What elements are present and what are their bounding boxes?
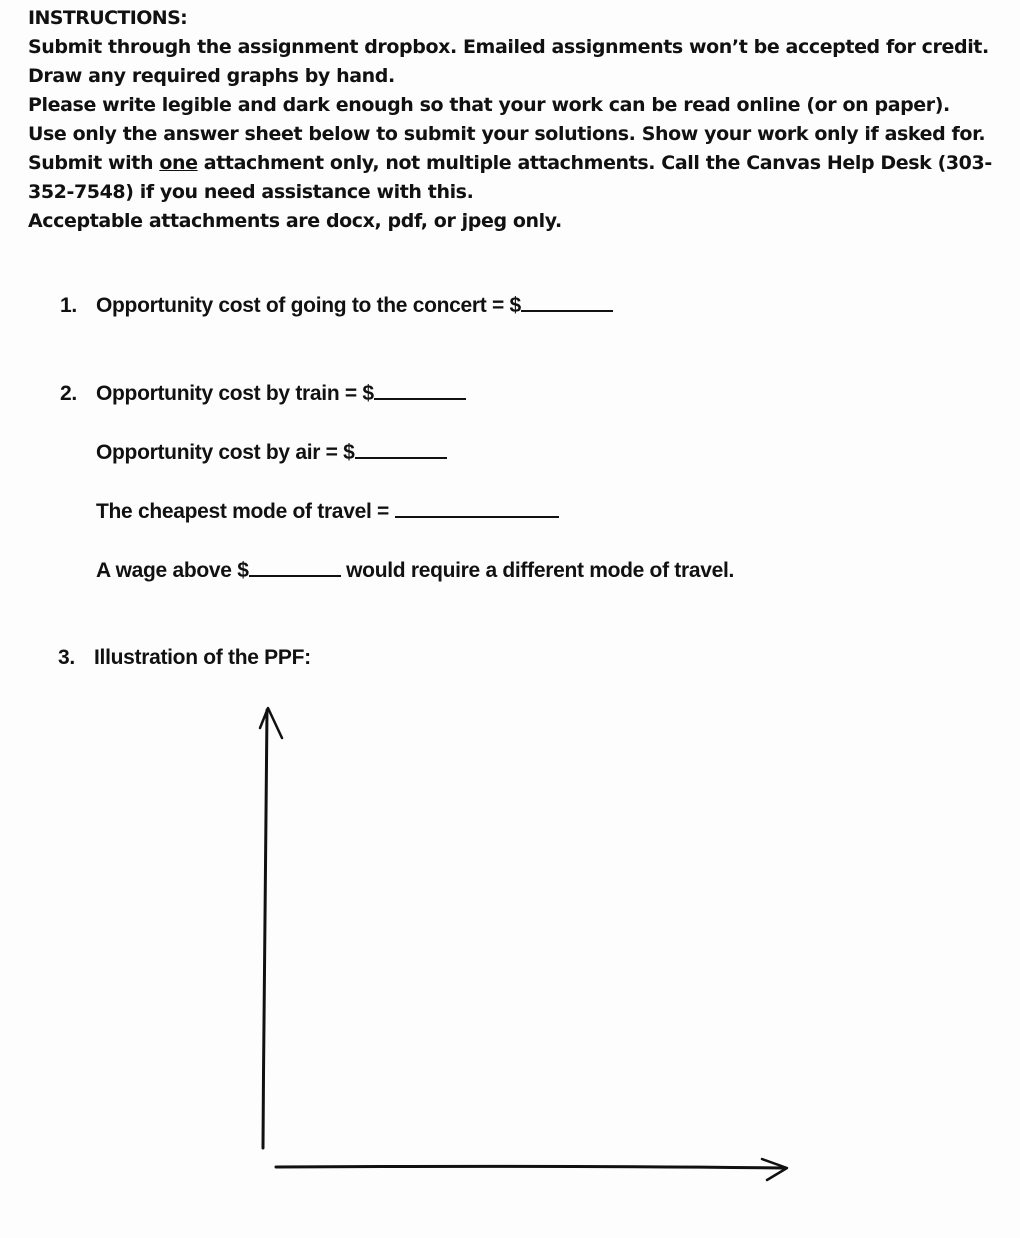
instruction-text: Submit with [28, 152, 160, 174]
question-text: Opportunity cost by air = $ [96, 441, 355, 464]
question-number: 3. [58, 646, 75, 669]
question-text: The cheapest mode of travel = [96, 500, 389, 523]
question-number: 1. [60, 294, 77, 317]
x-axis-line [276, 1166, 785, 1168]
question-text: A wage above $ [96, 559, 249, 582]
instruction-text: attachment only, not multiple attachments. Call the Canvas Help Desk (303- [197, 152, 992, 174]
underlined-word: one [159, 152, 198, 174]
y-axis-arrowhead [260, 708, 282, 738]
instructions-heading: INSTRUCTIONS: [28, 7, 188, 29]
instruction-line: Submit through the assignment dropbox. Emailed assignments won’t be accepted for credit. [28, 36, 989, 58]
instruction-line: Use only the answer sheet below to submit your solutions. Show your work only if asked for. [28, 123, 986, 145]
instruction-line: 352-7548) if you need assistance with this. [28, 181, 474, 203]
instruction-line: Acceptable attachments are docx, pdf, or jpeg only. [28, 210, 562, 232]
question-text: Opportunity cost of going to the concert = $ [96, 294, 521, 317]
question-text: Illustration of the PPF: [94, 646, 311, 669]
y-axis-line [263, 710, 267, 1148]
instruction-line: Please write legible and dark enough so that your work can be read online (or on paper). [28, 94, 950, 116]
question-text: would require a different mode of travel. [346, 559, 735, 582]
question-number: 2. [60, 382, 77, 405]
question-text: Opportunity cost by train = $ [96, 382, 374, 405]
instruction-line: Draw any required graphs by hand. [28, 65, 395, 87]
x-axis-arrowhead [762, 1159, 787, 1180]
